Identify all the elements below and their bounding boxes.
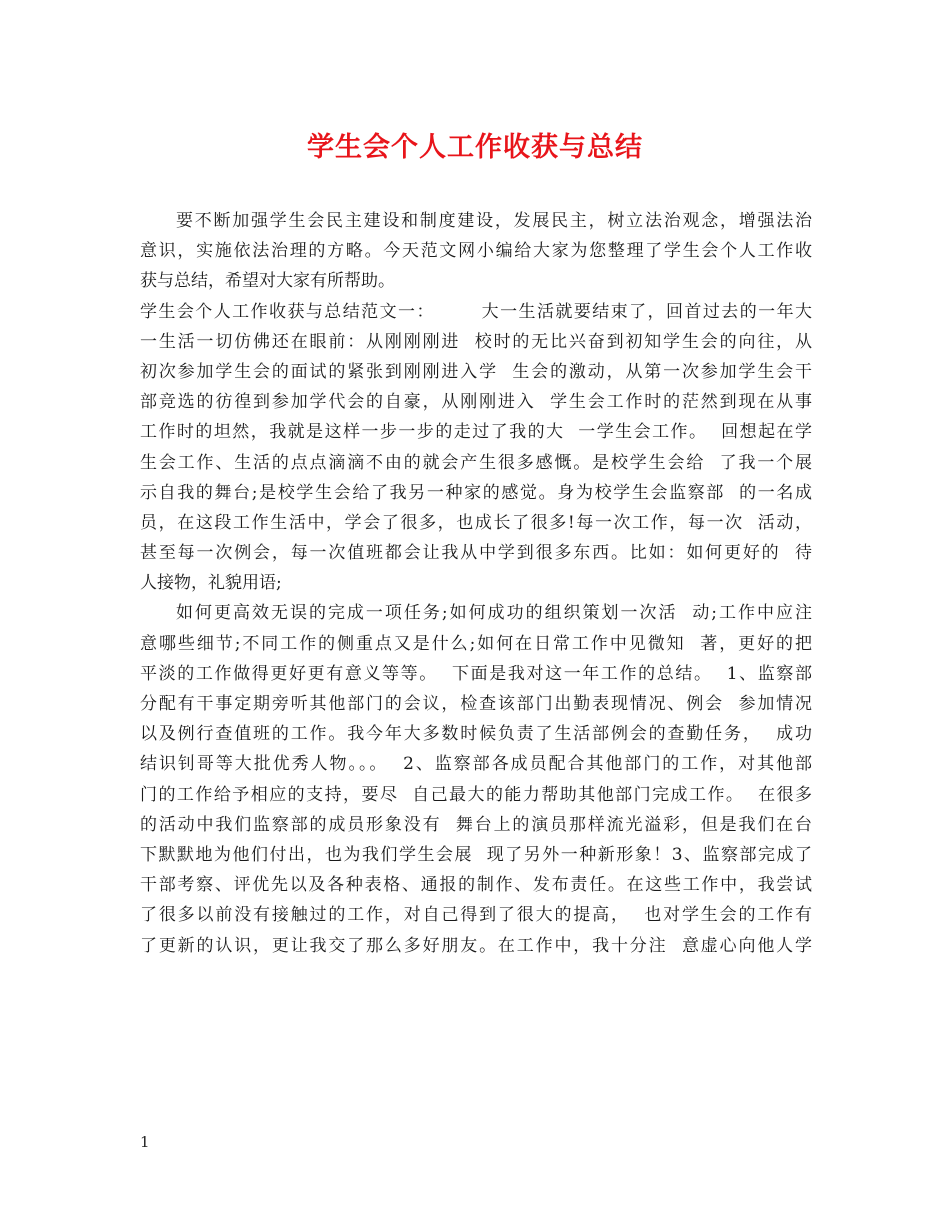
body-line: 要不断加强学生会民主建设和制度建设，发展民主，树立法治观念，增强法治 [176, 211, 812, 231]
body-line: 的活动中我们监察部的成员形象没有 舞台上的演员那样流光溢彩，但是我们在台 [140, 814, 812, 835]
page-number: 1 [140, 1133, 150, 1151]
body-line: 初次参加学生会的面试的紧张到刚刚进入学 生会的激动，从第一次参加学生会干 [140, 361, 812, 382]
document-title: 学生会个人工作收获与总结 [307, 132, 643, 163]
body-line: 获与总结，希望对大家有所帮助。 [140, 271, 395, 292]
body-line: 意哪些细节;不同工作的侧重点又是什么;如何在日常工作中见微知 著，更好的把 [140, 633, 812, 654]
body-line: 工作时的坦然，我就是这样一步一步的走过了我的大 一学生会工作。 回想起在学 [140, 422, 812, 443]
body-line: 了很多以前没有接触过的工作，对自己得到了很大的提高， 也对学生会的工作有 [140, 905, 812, 926]
body-line: 部竞选的彷徨到参加学代会的自豪，从刚刚进入 学生会工作时的茫然到现在从事 [140, 392, 812, 413]
body-line: 员，在这段工作生活中，学会了很多，也成长了很多!每一次工作，每一次 活动， [140, 512, 812, 533]
body-line: 结识钊哥等大批优秀人物。。。 2、监察部各成员配合其他部门的工作，对其他部 [140, 754, 812, 775]
body-line: 人接物，礼貌用语; [140, 573, 282, 594]
body-line: 门的工作给予相应的支持，要尽 自己最大的能力帮助其他部门完成工作。 在很多 [140, 784, 812, 805]
body-line: 分配有干事定期旁听其他部门的会议，检查该部门出勤表现情况、例会 参加情况 [140, 694, 812, 714]
body-line: 学生会个人工作收获与总结范文一： 大一生活就要结束了，回首过去的一年大 [140, 301, 812, 322]
body-line: 平淡的工作做得更好更有意义等等。 下面是我对这一年工作的总结。 1、监察部 [140, 663, 812, 684]
body-line: 如何更高效无误的完成一项任务;如何成功的组织策划一次活 动;工作中应注 [176, 603, 812, 624]
body-line: 生会工作、生活的点点滴滴不由的就会产生很多感慨。是校学生会给 了我一个展 [140, 452, 812, 473]
body-line: 干部考察、评优先以及各种表格、通报的制作、发布责任。在这些工作中，我尝试 [140, 875, 812, 896]
body-line: 下默默地为他们付出，也为我们学生会展 现了另外一种新形象！3、监察部完成了 [140, 844, 812, 865]
body-line: 以及例行查值班的工作。我今年大多数时候负责了生活部例会的查勤任务， 成功 [140, 724, 812, 745]
body-line: 甚至每一次例会，每一次值班都会让我从中学到很多东西。比如：如何更好的 待 [140, 543, 812, 564]
body-line: 意识，实施依法治理的方略。今天范文网小编给大家为您整理了学生会个人工作收 [140, 241, 812, 262]
body-line: 示自我的舞台;是校学生会给了我另一种家的感觉。身为校学生会监察部 的一名成 [140, 482, 812, 503]
body-line: 一生活一切仿佛还在眼前：从刚刚刚进 校时的无比兴奋到初知学生会的向往，从 [140, 331, 812, 352]
document-body [140, 206, 812, 961]
body-line: 了更新的认识，更让我交了那么多好朋友。在工作中，我十分注 意虚心向他人学 [140, 935, 812, 956]
